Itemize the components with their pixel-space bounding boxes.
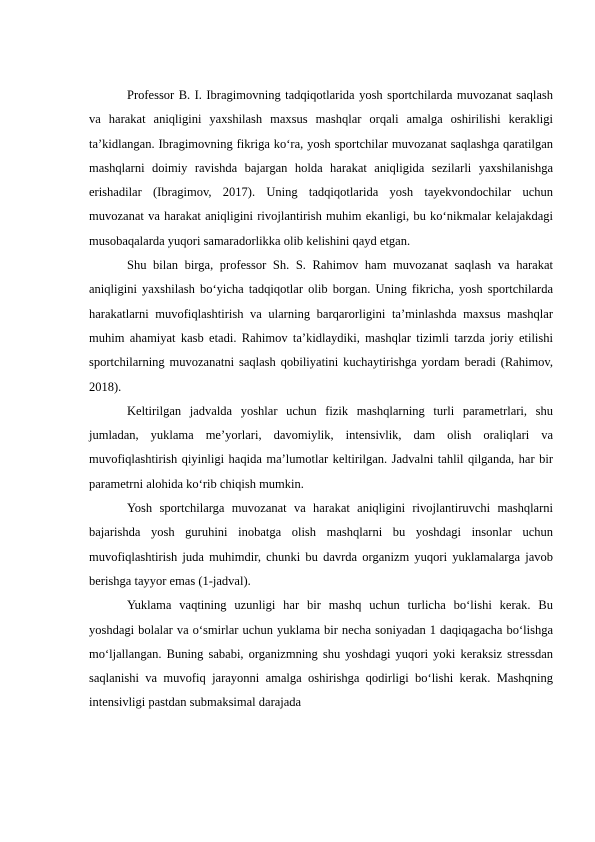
paragraph-table-description: Keltirilgan jadvalda yoshlar uchun fizik mashqlarning turli parametrlari, shu jumladan, yuklama me’yorlari, davomiylik, intensivlik, dam olish oraliqlari va muvofiqlashtirish qiyinligi haqida ma’lumotlar keltirilgan. Jadvalni tahlil qilganda, har bir parametrni alohida ko‘rib chiqish mumkin. <box>89 403 553 491</box>
paragraph-rahimov: Shu bilan birga, professor Sh. S. Rahimov ham muvozanat saqlash va harakat aniqligini yaxshilash bo‘yicha tadqiqotlar olib borgan. Uning fikricha, yosh sportchilarda harakatlarni muvofiqlashtirish va ularning barqarorligini ta’minlashda maxsus mashqlar muhim ahamiyat kasb etadi. Rahimov ta’kidlaydiki, mashqlar tizimli tarzda joriy etilishi sportchilarning muvozanatni saqlash qobiliyatini kuchaytirishga yordam beradi (Rahimov, 2018). <box>89 258 553 394</box>
body-text <box>89 83 553 715</box>
paragraph-load-duration: Yuklama vaqtining uzunligi har bir mashq uchun turlicha bo‘lishi kerak. Bu yoshdagi bolalar va o‘smirlar uchun yuklama bir necha soniyadan 1 daqiqagacha bo‘lishga mo‘ljallangan. Buning sababi, organizmning shu yoshdagi yuqori yoki keraksiz stressdan saqlanishi va muvofiq jarayonni amalga oshirishga qodirligi bo‘lishi kerak. Mashqning intensivligi pastdan submaksimal darajada <box>89 598 553 710</box>
paragraph-ibragimov: Professor B. I. Ibragimovning tadqiqotlarida yosh sportchilarda muvozanat saqlash va harakat aniqligini yaxshilash maxsus mashqlar orqali amalga oshirilishi kerakligi ta’kidlangan. Ibragimovning fikriga ko‘ra, yosh sportchilar muvozanat saqlashga qaratilgan mashqlarni doimiy ravishda bajargan holda harakat aniqligida sezilarli yaxshilanishga erishadilar (Ibragimov, 2017). Uning tadqiqotlarida yosh tayekvondochilar uchun muvozanat va harakat aniqligini rivojlantirish muhim ekanligi, bu ko‘nikmalar kelajakdagi musobaqalarda yuqori samaradorlikka olib kelishini qayd etgan. <box>89 88 553 248</box>
paragraph-age-group: Yosh sportchilarga muvozanat va harakat aniqligini rivojlantiruvchi mashqlarni bajarishda yosh guruhini inobatga olish mashqlarni bu yoshdagi insonlar uchun muvofiqlashtirish juda muhimdir, chunki bu davrda organizm yuqori yuklamalarga javob berishga tayyor emas (1-jadval). <box>89 501 553 588</box>
